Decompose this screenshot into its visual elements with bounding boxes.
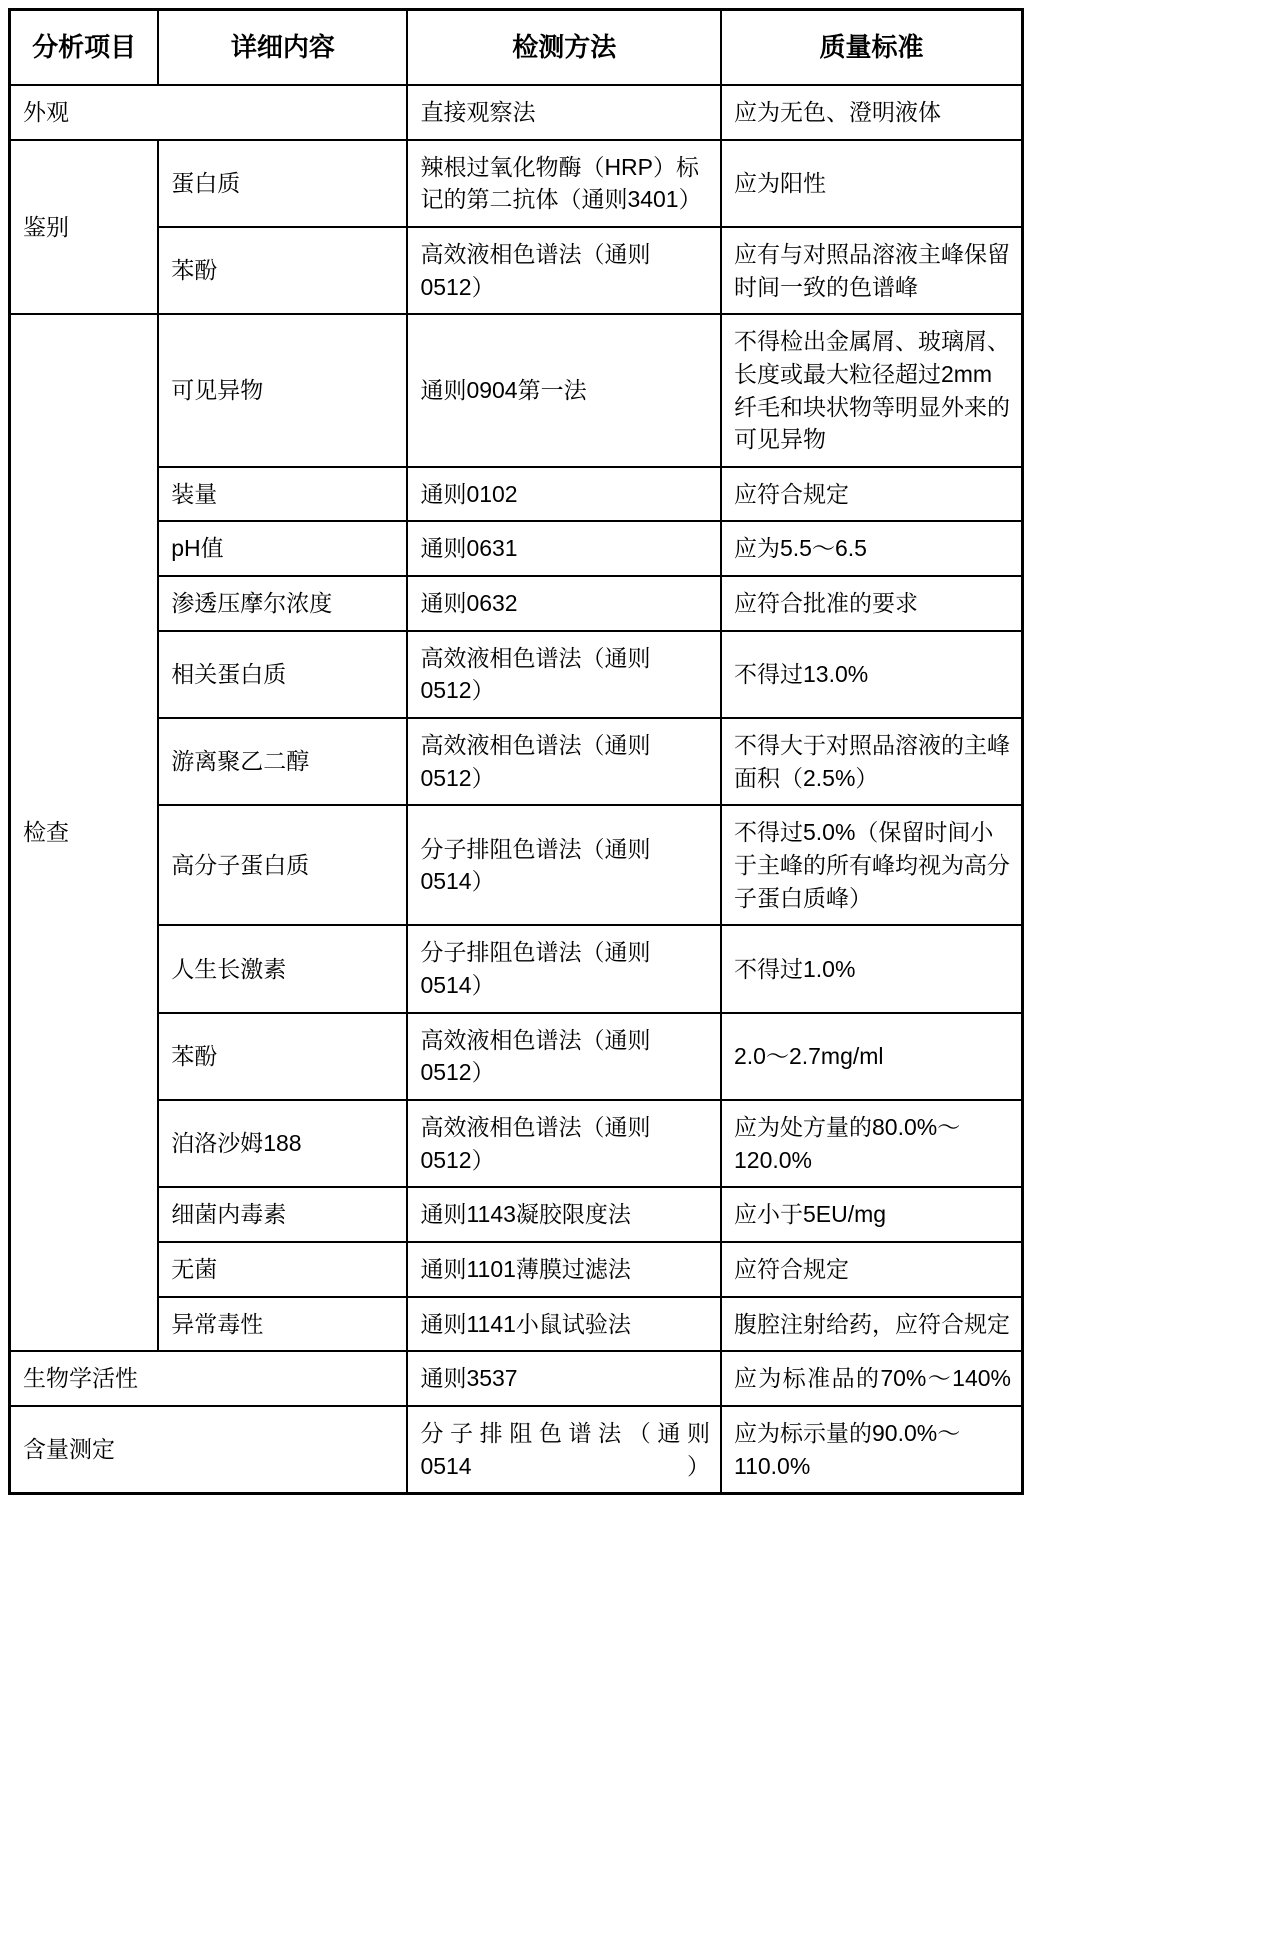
- table-row: [10, 631, 1023, 718]
- method-cell: 高效液相色谱法（通则0512）: [407, 1100, 721, 1187]
- item-cell: 装量: [158, 467, 407, 522]
- standard-cell: 应为处方量的80.0%～120.0%: [721, 1100, 1023, 1187]
- method-cell: 高效液相色谱法（通则0512）: [407, 1013, 721, 1100]
- standard-cell: 腹腔注射给药，应符合规定: [721, 1297, 1023, 1352]
- item-cell: 无菌: [158, 1242, 407, 1297]
- item-cell: 相关蛋白质: [158, 631, 407, 718]
- table-row: [10, 140, 1023, 227]
- method-cell: 高效液相色谱法（通则0512）: [407, 718, 721, 805]
- table-header-row: [10, 10, 1023, 85]
- method-cell: 通则1101薄膜过滤法: [407, 1242, 721, 1297]
- category-bioactivity: 生物学活性: [10, 1351, 408, 1406]
- method-cell: 通则0904第一法: [407, 314, 721, 467]
- method-cell: 通则1143凝胶限度法: [407, 1187, 721, 1242]
- category-examination: 检查: [10, 314, 159, 1351]
- table-row: [10, 576, 1023, 631]
- standard-cell: 应符合规定: [721, 467, 1023, 522]
- table-row: [10, 1242, 1023, 1297]
- column-header-method: 检测方法: [407, 10, 721, 85]
- table-row: [10, 467, 1023, 522]
- method-cell: 分子排阻色谱法（通则0514）: [407, 925, 721, 1012]
- table-row: [10, 521, 1023, 576]
- method-cell: 通则1141小鼠试验法: [407, 1297, 721, 1352]
- item-cell: 蛋白质: [158, 140, 407, 227]
- method-cell: 高效液相色谱法（通则0512）: [407, 631, 721, 718]
- column-header-detail: 详细内容: [158, 10, 407, 85]
- method-cell: 通则0102: [407, 467, 721, 522]
- specification-table: [8, 8, 1024, 1495]
- item-cell: 苯酚: [158, 227, 407, 314]
- column-header-standard: 质量标准: [721, 10, 1023, 85]
- standard-cell: 应为标准品的70%～140%: [721, 1351, 1023, 1406]
- method-cell: 高效液相色谱法（通则0512）: [407, 227, 721, 314]
- standard-cell: 应有与对照品溶液主峰保留时间一致的色谱峰: [721, 227, 1023, 314]
- method-cell: 辣根过氧化物酶（HRP）标记的第二抗体（通则3401）: [407, 140, 721, 227]
- table-row: [10, 1406, 1023, 1494]
- standard-cell: 应为阳性: [721, 140, 1023, 227]
- standard-cell: 不得检出金属屑、玻璃屑、长度或最大粒径超过2mm纤毛和块状物等明显外来的可见异物: [721, 314, 1023, 467]
- table-header: [10, 10, 1023, 85]
- column-header-analysis-item: 分析项目: [10, 10, 159, 85]
- item-cell: 泊洛沙姆188: [158, 1100, 407, 1187]
- method-cell: 通则0632: [407, 576, 721, 631]
- table-row: [10, 718, 1023, 805]
- item-cell: pH值: [158, 521, 407, 576]
- standard-cell: 应为标示量的90.0%～110.0%: [721, 1406, 1023, 1494]
- table-row: [10, 1013, 1023, 1100]
- standard-cell: 应小于5EU/mg: [721, 1187, 1023, 1242]
- item-cell: 苯酚: [158, 1013, 407, 1100]
- table-row: [10, 805, 1023, 925]
- standard-cell: 应符合批准的要求: [721, 576, 1023, 631]
- method-cell: 直接观察法: [407, 85, 721, 140]
- item-cell: 人生长激素: [158, 925, 407, 1012]
- standard-cell: 不得过13.0%: [721, 631, 1023, 718]
- method-cell: 通则0631: [407, 521, 721, 576]
- table-row: [10, 227, 1023, 314]
- standard-cell: 应符合规定: [721, 1242, 1023, 1297]
- table-row: [10, 1100, 1023, 1187]
- item-cell: 高分子蛋白质: [158, 805, 407, 925]
- standard-cell: 不得大于对照品溶液的主峰面积（2.5%）: [721, 718, 1023, 805]
- table-row: [10, 1351, 1023, 1406]
- category-assay: 含量测定: [10, 1406, 408, 1494]
- table-row: [10, 85, 1023, 140]
- standard-cell: 不得过5.0%（保留时间小于主峰的所有峰均视为高分子蛋白质峰）: [721, 805, 1023, 925]
- item-cell: 异常毒性: [158, 1297, 407, 1352]
- category-identification: 鉴别: [10, 140, 159, 315]
- item-cell: 渗透压摩尔浓度: [158, 576, 407, 631]
- item-cell: 可见异物: [158, 314, 407, 467]
- standard-cell: 不得过1.0%: [721, 925, 1023, 1012]
- category-appearance: 外观: [10, 85, 408, 140]
- standard-cell: 应为5.5～6.5: [721, 521, 1023, 576]
- table-row: [10, 925, 1023, 1012]
- standard-cell: 应为无色、澄明液体: [721, 85, 1023, 140]
- table-row: [10, 1297, 1023, 1352]
- item-cell: 游离聚乙二醇: [158, 718, 407, 805]
- table-row: [10, 314, 1023, 467]
- table-row: [10, 1187, 1023, 1242]
- method-cell: 分子排阻色谱法（通则0514）: [407, 1406, 721, 1494]
- item-cell: 细菌内毒素: [158, 1187, 407, 1242]
- table-body: [10, 85, 1023, 1494]
- standard-cell: 2.0～2.7mg/ml: [721, 1013, 1023, 1100]
- method-cell: 通则3537: [407, 1351, 721, 1406]
- method-cell: 分子排阻色谱法（通则0514）: [407, 805, 721, 925]
